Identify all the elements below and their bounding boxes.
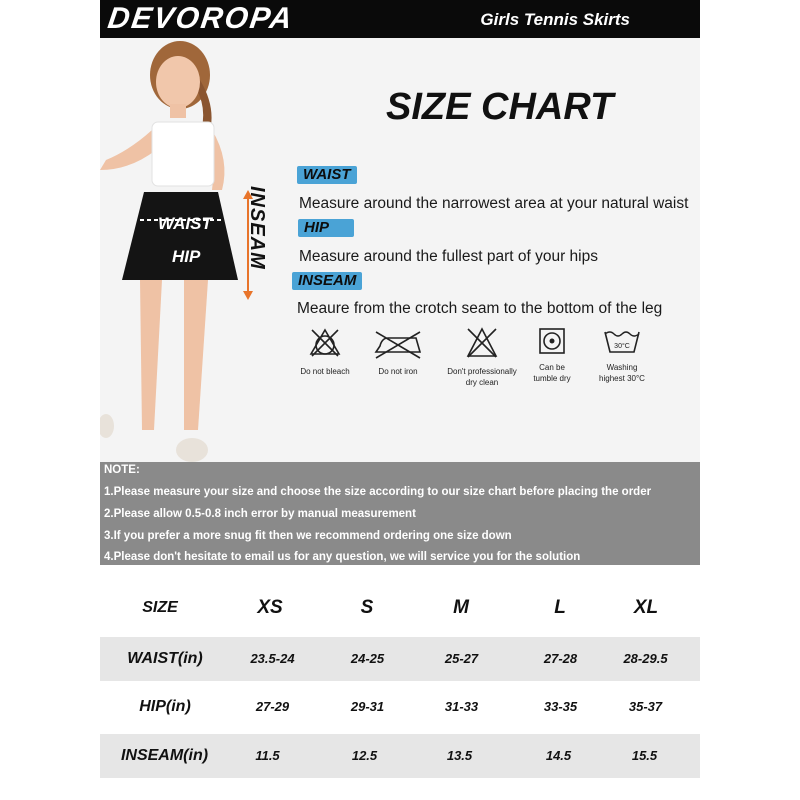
- note-line: 4.Please don't hesitate to email us for any question, we will service you for the solution: [104, 551, 581, 563]
- waist-tag: WAIST: [297, 166, 357, 184]
- table-row-label: INSEAM(in): [120, 747, 209, 764]
- table-cell: 27-28: [543, 651, 578, 666]
- table-header-cell: M: [453, 597, 469, 618]
- inseam-description: Meaure from the crotch seam to the bottom of the leg: [297, 300, 663, 317]
- table-cell: 29-31: [350, 699, 385, 714]
- care-label: Do not bleach: [300, 367, 350, 376]
- hip-description: Measure around the fullest part of your hips: [299, 248, 598, 265]
- note-line: 3.If you prefer a more snug fit then we recommend ordering one size down: [104, 530, 512, 542]
- note-box: [100, 462, 700, 565]
- care-label-2: tumble dry: [533, 374, 571, 383]
- care-label-2: highest 30°C: [599, 374, 645, 383]
- no-bleach-icon: [308, 326, 342, 360]
- table-cell: 15.5: [631, 748, 658, 763]
- care-no-dry-clean: [442, 326, 522, 388]
- table-cell: 14.5: [545, 748, 572, 763]
- figure-inseam-label: INSEAM: [246, 186, 268, 270]
- care-label: Do not iron: [378, 367, 418, 376]
- care-no-bleach: [285, 326, 365, 377]
- table-cell: 12.5: [351, 748, 378, 763]
- inseam-tag: INSEAM: [292, 272, 362, 290]
- care-label: Can be: [539, 363, 565, 372]
- table-cell: 33-35: [543, 699, 578, 714]
- table-row-label: HIP(in): [139, 698, 191, 715]
- no-iron-icon: [372, 326, 424, 360]
- figure-hip-label: HIP: [172, 247, 201, 266]
- care-label: Don't professionally: [447, 367, 517, 376]
- care-washing-30: [582, 326, 662, 384]
- table-cell: 13.5: [446, 748, 473, 763]
- table-cell: 23.5-24: [250, 651, 295, 666]
- care-label-2: dry clean: [465, 378, 499, 387]
- table-header-cell: S: [360, 597, 374, 618]
- care-no-iron: [358, 326, 438, 377]
- table-row: [100, 734, 700, 778]
- brand-logo: DEVOROPA: [105, 2, 296, 35]
- table-cell: 31-33: [444, 699, 479, 714]
- table-cell: 35-37: [628, 699, 663, 714]
- table-row: [100, 685, 700, 729]
- table-cell: 11.5: [255, 748, 280, 763]
- table-cell: 24-25: [350, 651, 385, 666]
- table-header-row: [100, 586, 700, 630]
- no-dry-clean-icon: [465, 326, 499, 360]
- table-cell: 25-27: [444, 651, 479, 666]
- table-cell: 28-29.5: [623, 651, 668, 666]
- table-header-cell: L: [554, 597, 566, 618]
- care-tumble-dry: [512, 326, 592, 384]
- hip-tag: HIP: [298, 219, 354, 237]
- note-heading: NOTE:: [104, 464, 140, 476]
- note-line: 2.Please allow 0.5-0.8 inch error by manual measurement: [104, 508, 416, 520]
- table-row: [100, 637, 700, 681]
- care-label: Washing: [606, 363, 638, 372]
- wash-temp: 30°C: [614, 343, 630, 350]
- table-header-cell: XL: [633, 597, 659, 618]
- table-header-cell: XS: [257, 597, 283, 618]
- table-row-label: WAIST(in): [127, 650, 203, 667]
- tumble-dry-icon: [537, 326, 567, 356]
- washing-30-icon: [602, 326, 642, 356]
- header-subtitle: Girls Tennis Skirts: [480, 10, 630, 29]
- note-line: 1.Please measure your size and choose the size according to our size chart before placing the order: [104, 486, 652, 498]
- table-header-cell: SIZE: [142, 599, 178, 616]
- page-title: SIZE CHART: [386, 86, 614, 128]
- table-cell: 27-29: [255, 699, 290, 714]
- figure-waist-label: WAIST: [158, 214, 212, 233]
- waist-description: Measure around the narrowest area at your natural waist: [299, 195, 689, 212]
